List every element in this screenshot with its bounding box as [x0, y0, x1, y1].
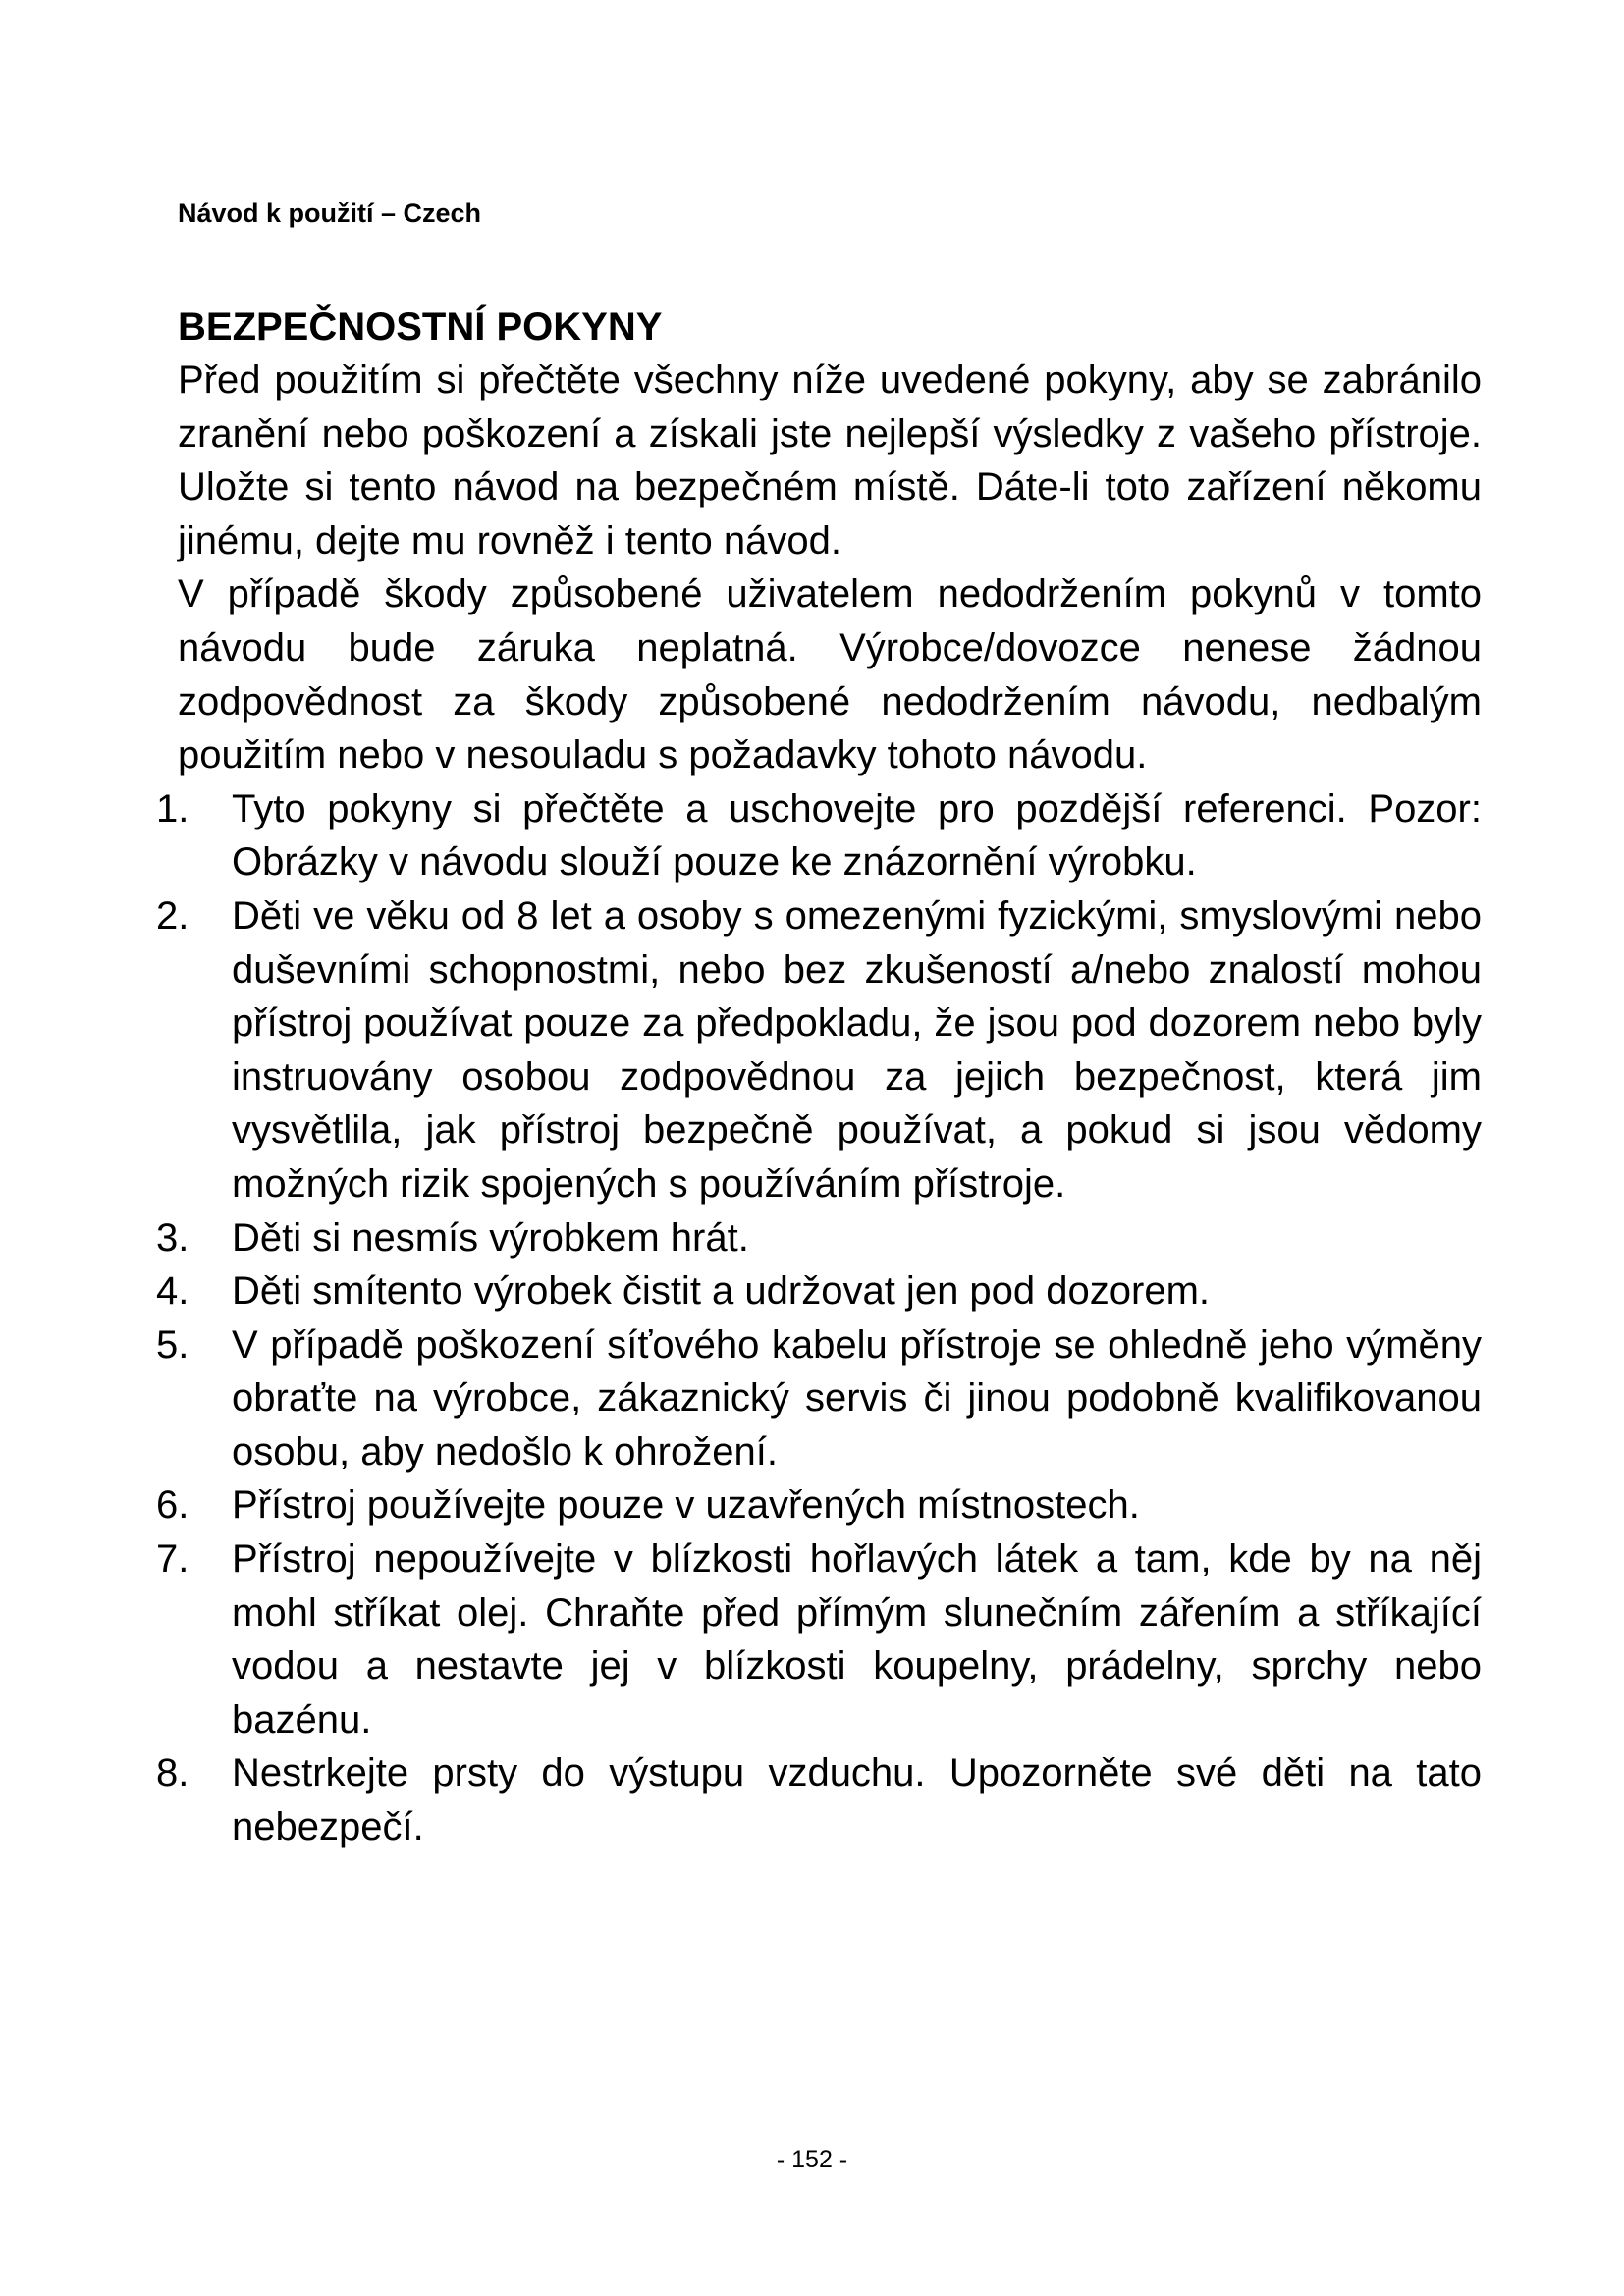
list-item-text: Děti ve věku od 8 let a osoby s omezenými fyzickými, smyslovými nebo duševními schopnostmi, nebo bez zkušeností a/nebo znalostí mohou přístroj používat pouze za předpokladu, že jsou pod dozorem nebo byly instruovány osobou zodpovědnou za jejich bezpečnost, která jim vysvětlila, jak přístroj bezpečně používat, a pokud si jsou vědomy možných rizik spojených s používáním přístroje.: [232, 893, 1482, 1205]
list-item: [156, 782, 1482, 889]
list-item-number: 1.: [156, 786, 189, 830]
list-item-text: V případě poškození síťového kabelu přístroje se ohledně jeho výměny obraťte na výrobce, zákaznický servis či jinou podobně kvalifikovanou osobu, aby nedošlo k ohrožení.: [232, 1322, 1482, 1473]
list-item: [156, 889, 1482, 1211]
list-item: [156, 1478, 1482, 1532]
warranty-paragraph: V případě škody způsobené uživatelem nedodržením pokynů v tomto návodu bude záruka neplatná. Výrobce/dovozce nenese žádnou zodpovědnost za škody způsobené nedodržením návodu, nedbalým použitím nebo v nesouladu s požadavky tohoto návodu.: [178, 572, 1482, 777]
instruction-list: [156, 782, 1482, 1854]
list-item-number: 5.: [156, 1322, 189, 1366]
list-item-number: 6.: [156, 1483, 189, 1527]
list-item-number: 3.: [156, 1215, 189, 1259]
list-item: [156, 1264, 1482, 1318]
list-item-text: Tyto pokyny si přečtěte a uschovejte pro pozdější referenci. Pozor: Obrázky v návodu slouží pouze ke znázornění výrobku.: [232, 786, 1482, 884]
list-item-text: Děti si nesmís výrobkem hrát.: [232, 1215, 749, 1259]
page-number: - 152 -: [776, 2146, 848, 2173]
list-item: [156, 1532, 1482, 1746]
list-item: [156, 1211, 1482, 1265]
list-item-number: 7.: [156, 1537, 189, 1581]
list-item: [156, 1318, 1482, 1479]
intro-paragraph: Před použitím si přečtěte všechny níže uvedené pokyny, aby se zabránilo zranění nebo poškození a získali jste nejlepší výsledky z vašeho přístroje. Uložte si tento návod na bezpečném místě. Dáte-li toto zařízení někomu jinému, dejte mu rovněž i tento návod.: [178, 358, 1482, 562]
safety-instructions-section: [156, 300, 1482, 1854]
list-item-text: Přístroj používejte pouze v uzavřených místnostech.: [232, 1483, 1140, 1527]
list-item-text: Nestrkejte prsty do výstupu vzduchu. Upozorněte své děti na tato nebezpečí.: [232, 1751, 1482, 1849]
document-header: Návod k použití – Czech: [178, 198, 482, 228]
list-item-number: 4.: [156, 1269, 189, 1313]
list-item-text: Přístroj nepoužívejte v blízkosti hořlavých látek a tam, kde by na něj mohl stříkat olej. Chraňte před přímým slunečním zářením a stříkající vodou a nestavte jej v blízkosti koupelny, prádelny, sprchy nebo bazénu.: [232, 1537, 1482, 1741]
list-item-text: Děti smítento výrobek čistit a udržovat jen pod dozorem.: [232, 1269, 1211, 1313]
list-item: [156, 1746, 1482, 1853]
list-item-number: 2.: [156, 893, 189, 937]
section-title: BEZPEČNOSTNÍ POKYNY: [178, 305, 663, 348]
list-item-number: 8.: [156, 1751, 189, 1795]
